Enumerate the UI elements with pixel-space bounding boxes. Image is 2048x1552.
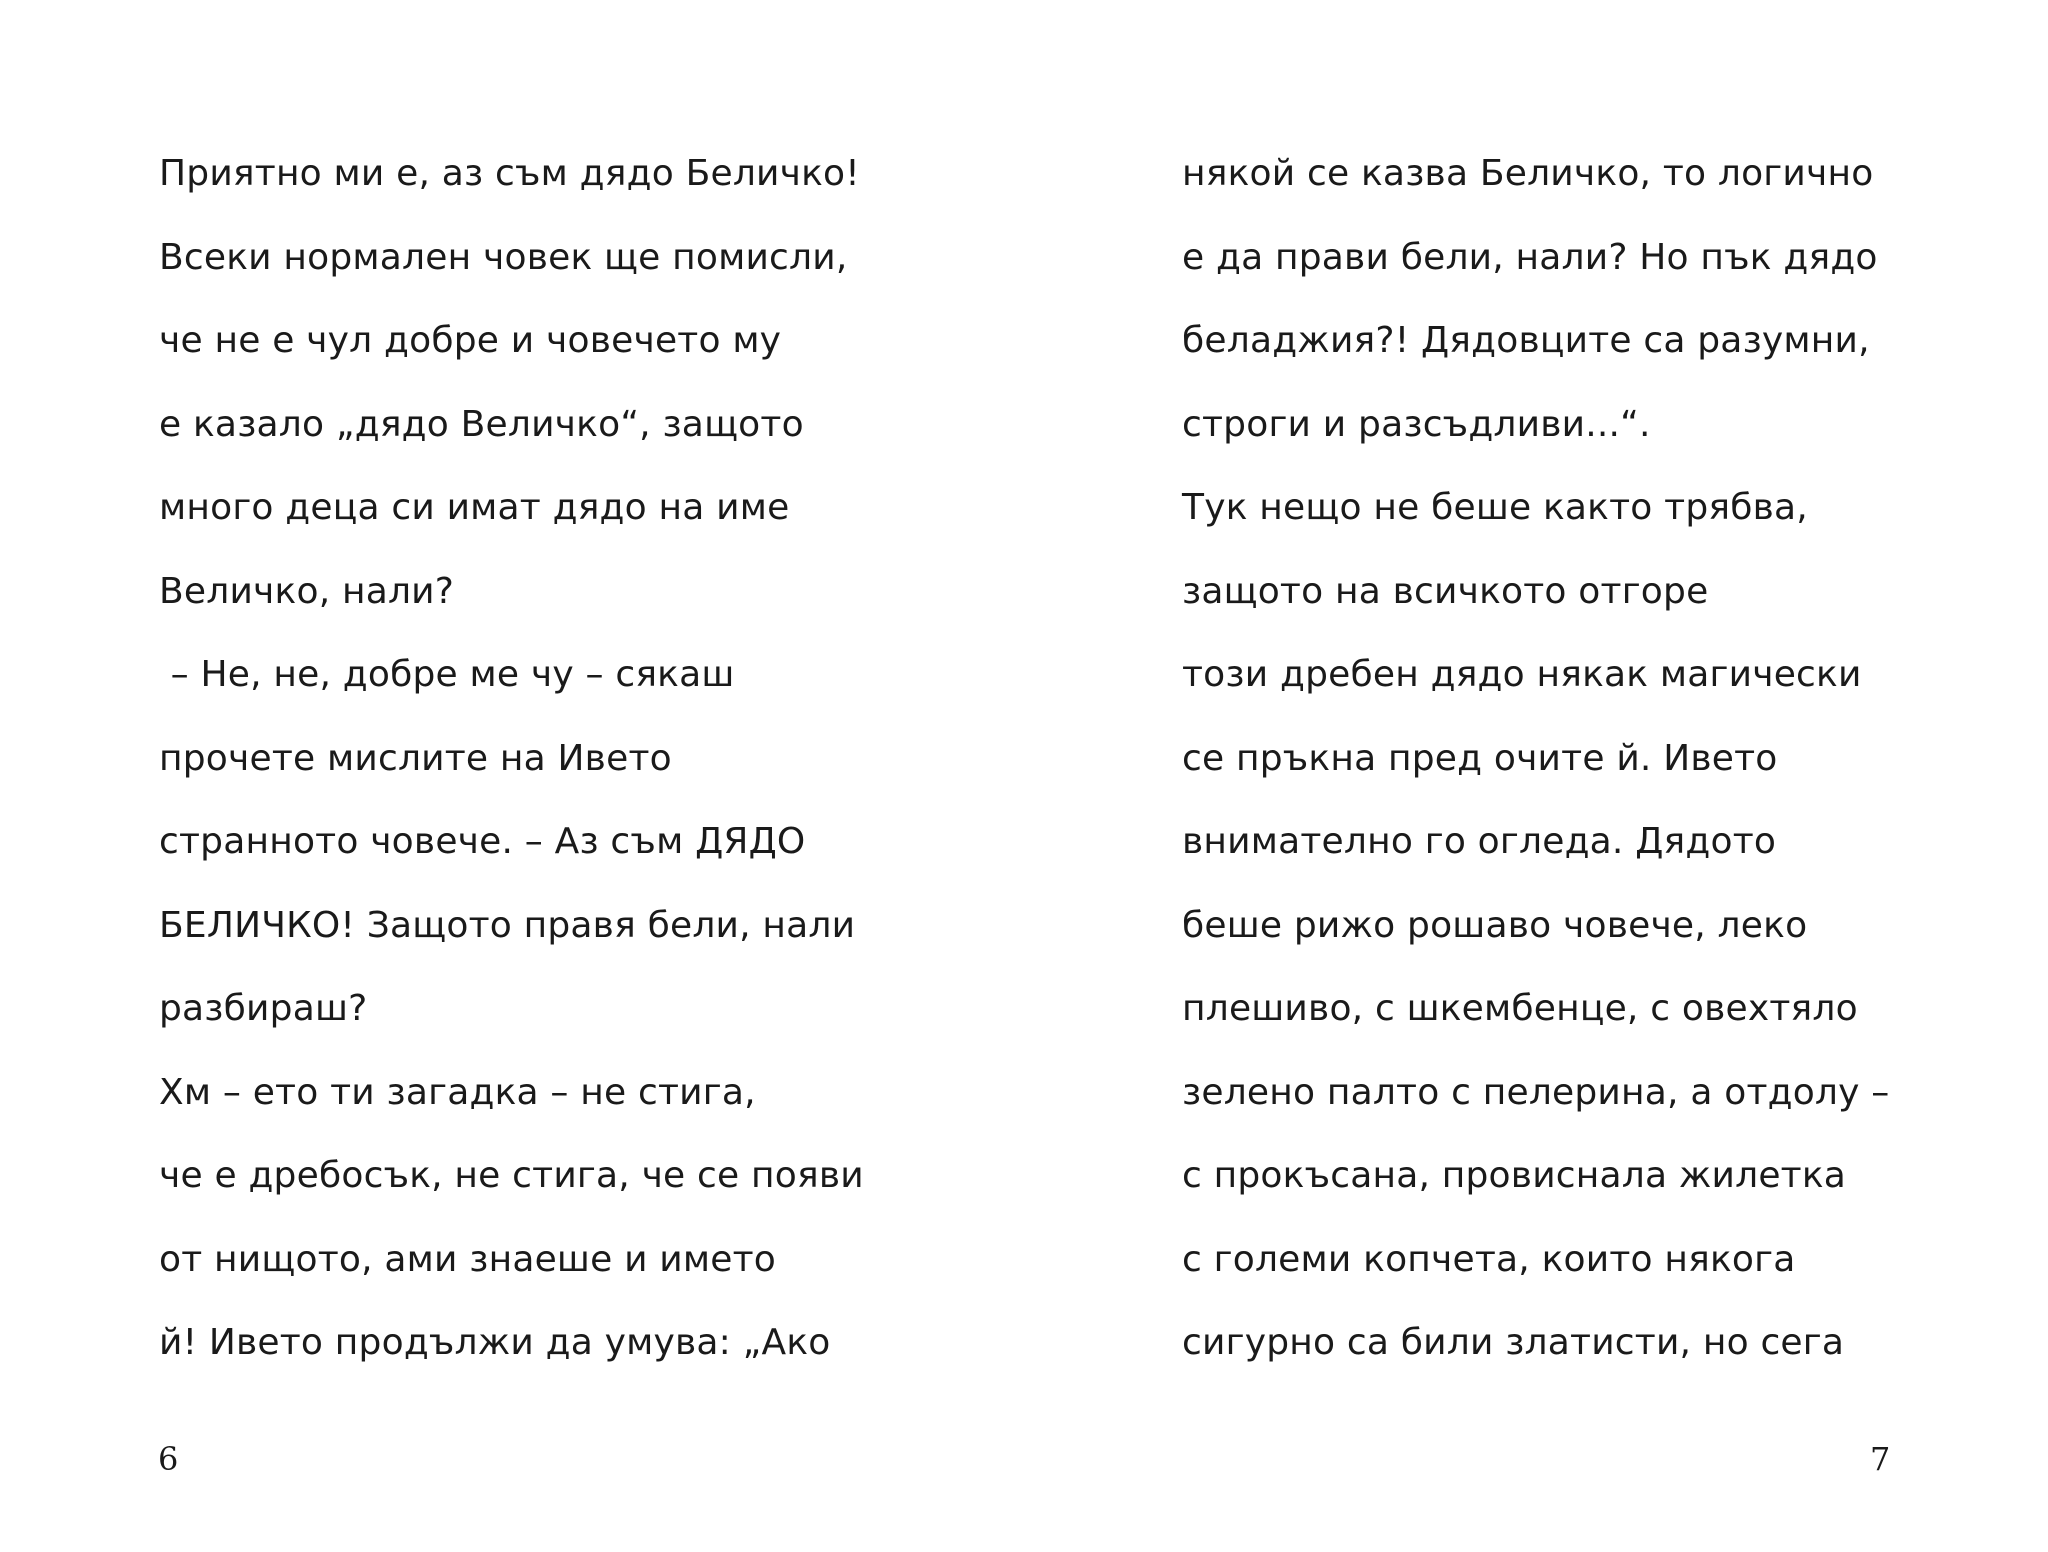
right-page-text [1182,132,1962,1385]
text-line: зелено палто с пелерина, а отдолу – [1182,1071,1890,1113]
text-line: че не е чул добре и човечето му [159,320,782,361]
text-line: сигурно са били златисти, но сега [1182,1322,1845,1363]
text-line: много деца си имат дядо на име [159,487,790,528]
text-line: беше рижо рошаво човече, леко [1182,904,1808,946]
text-line: беладжия?! Дядовците са разумни, [1182,320,1870,361]
text-line: Величко, нали? [159,570,455,612]
text-line: плешиво, с шкембенце, с овехтяло [1182,988,1858,1029]
left-page-text [159,132,939,1385]
text-line: че е дребосък, не стига, че се появи [159,1155,864,1196]
text-line: внимателно го огледа. Дядото [1182,821,1777,862]
text-line: защото на всичкото отгоре [1182,570,1709,612]
text-line: е казало „дядо Величко“, защото [159,403,804,445]
text-line: БЕЛИЧКО! Защото правя бели, нали [159,904,856,946]
text-line: – Не, не, добре ме чу – сякаш [159,654,735,695]
text-line: Всеки нормален човек ще помисли, [159,236,848,278]
page-number-right: 7 [1870,1440,1891,1478]
text-line: е да прави бели, нали? Но пък дядо [1182,236,1878,278]
text-line: разбираш? [159,988,368,1029]
text-line: някой се казва Беличко, то логично [1182,153,1874,194]
text-line: й! Ивето продължи да умува: „Ако [159,1322,831,1363]
page-number-left: 6 [158,1440,179,1478]
text-line: странното човече. – Аз съм ДЯДО [159,821,806,862]
text-line: прочете мислите на Ивето [159,737,672,779]
text-line: този дребен дядо някак магически [1182,654,1862,695]
text-line: Хм – ето ти загадка – не стига, [159,1071,756,1113]
text-line: се пръкна пред очите й. Ивето [1182,737,1778,779]
text-line: с прокъсана, провиснала жилетка [1182,1155,1847,1196]
text-line: от нищото, ами знаеше и името [159,1238,777,1280]
text-line: Приятно ми е, аз съм дядо Беличко! [159,153,860,194]
text-line: Тук нещо не беше както трябва, [1182,487,1808,528]
text-line: с големи копчета, които някога [1182,1238,1796,1280]
text-line: строги и разсъдливи...“. [1182,403,1651,445]
